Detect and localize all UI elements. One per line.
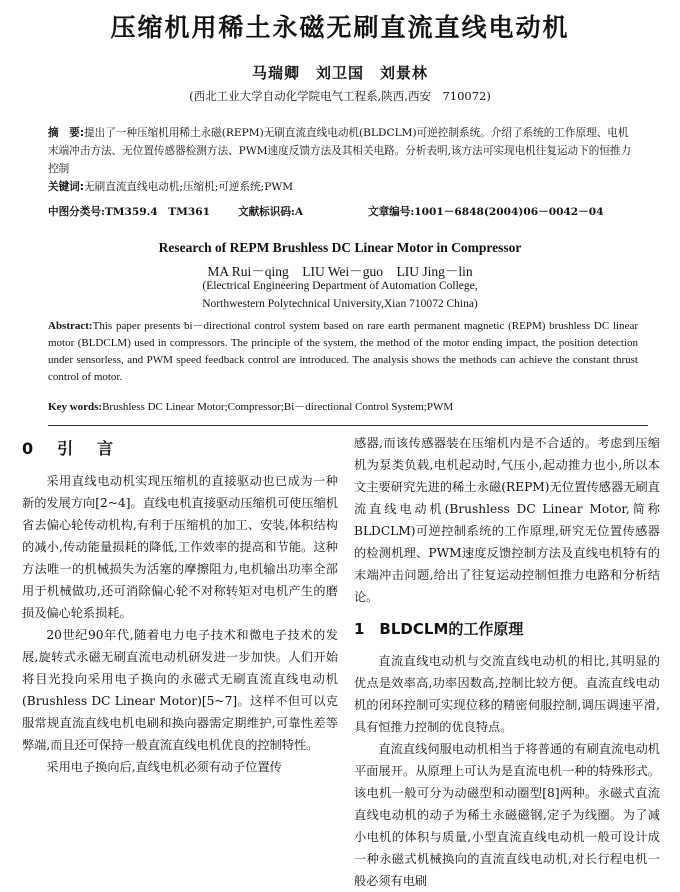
english-title: Research of REPM Brushless DC Linear Motor in Compressor bbox=[158, 240, 522, 255]
affiliation: (西北工业大学自动化学院电气工程系,陕西,西安 710072) bbox=[189, 89, 491, 103]
section-heading-introduction: 0 引 言 bbox=[22, 439, 118, 458]
english-keywords-text: Brushless DC Linear Motor;Compressor;Bi－directional Control System;PWM bbox=[102, 401, 454, 413]
clc-number: 中图分类号:TM359.4 TM361 bbox=[48, 206, 210, 218]
intro-paragraph-2: 20世纪90年代,随着电力电子技术和微电子技术的发展,旋转式永磁无刷直流电动机研发进一步加快。人们开始将目光投向采用电子换向的永磁式无刷直流直线电动机(Brushless DC Linear Motor)[5~7]。这样不但可以克服常规直流直线电机电刷和换向器需定期维护,可靠性差等弊端,而且还可保持一般直流直线电机优良的控制特性。 bbox=[22, 628, 338, 752]
paper-title: 压缩机用稀土永磁无刷直流直线电动机 bbox=[110, 13, 570, 42]
english-keywords-label: Key words: bbox=[48, 401, 103, 413]
english-abstract-label: Abstract: bbox=[48, 320, 93, 332]
section-divider bbox=[48, 425, 648, 426]
english-keywords bbox=[48, 398, 648, 414]
authors: 马瑞卿 刘卫国 刘景林 bbox=[251, 64, 428, 82]
intro-paragraph-3: 采用电子换向后,直线电机必须有动子位置传 bbox=[46, 760, 282, 774]
section-heading-principle: 1 BLDCLM的工作原理 bbox=[354, 620, 524, 638]
english-affiliation-1: (Electrical Engineering Department of Automation College, bbox=[202, 280, 478, 292]
intro-continuation: 感器,而该传感器装在压缩机内是不合适的。考虑到压缩机为泵类负载,电机起动时,气压小,起动推力也小,所以本文主要研究先进的稀土永磁(REPM)无位置传感器无刷直流直线电动机(Brushless DC Linear Motor,简称BLDCLM)可逆控制系统的工作原理,研究无位置传感器的检测机理、PWM速度反馈控制方法及直线电机特有的末端冲击问题,给出了往复运动控制恒推力电路和分析结论。 bbox=[354, 436, 660, 604]
english-affiliation-2: Northwestern Polytechnical University,Xian 710072 China) bbox=[202, 298, 478, 310]
english-abstract bbox=[48, 318, 638, 386]
english-abstract-text: This paper presents bi－directional control system based on rare earth permanent magnetic (REPM) brushless DC linear motor (BLDCLM) used in compressors. The principle of the system, the method of the motor ending impact, the position detection under sensorless, and PWM speed feedback control are introduced. The analysis shows the methods can achieve the constant thrust control of motor. bbox=[48, 320, 638, 383]
intro-paragraph-1: 采用直线电动机实现压缩机的直接驱动也已成为一种新的发展方向[2~4]。直线电机直接驱动压缩机可使压缩机省去偏心轮传动机构,有利于压缩机的加工、安装,体积结构的减小,传动能量损耗的降低,工作效率的提高和节能。这种方法唯一的机械损失为活塞的摩擦阻力,电机输出功率全部用于机械做功,还可消除偏心轮不对称转矩对电机产生的磨损及偏心轮系损耗。 bbox=[22, 474, 338, 620]
right-column bbox=[354, 432, 660, 892]
article-number: 文章编号:1001－6848(2004)06－0042－04 bbox=[368, 206, 604, 218]
keywords-cn-text: 无刷直流直线电动机;压缩机;可逆系统;PWM bbox=[84, 181, 294, 193]
principle-paragraph-1: 直流直线电动机与交流直线电动机的相比,其明显的优点是效率高,功率因数高,控制比较方便。直流直线电动机的闭环控制可实现位移的精密伺服控制,调压调速平滑,具有恒推力控制的优良特点。 bbox=[354, 654, 660, 734]
meta-line bbox=[48, 204, 648, 219]
principle-paragraph-2: 直流直线伺服电动机相当于将普通的有刷直流电动机平面展开。从原理上可认为是直流电机一种的特殊形式。该电机一般可分为动磁型和动圈型[8]两种。永磁式直流直线电动机的动子为稀土永磁磁钢,定子为线圈。为了减小电机的体积与质量,小型直流直线电动机一般可设计成一种永磁式机械换向的直流直线电动机,对长行程电机一般必须有电刷 bbox=[354, 742, 660, 888]
abstract-cn bbox=[48, 124, 636, 196]
keywords-cn-label: 关键词: bbox=[48, 181, 85, 193]
abstract-cn-text: 提出了一种压缩机用稀土永磁(REPM)无刷直流直线电动机(BLDCLM)可逆控制系统。介绍了系统的工作原理、电机末端冲击方法、无位置传感器检测方法、PWM速度反馈方法及其相关电路。分析表明,该方法可实现电机往复运动下的恒推力控制 bbox=[48, 127, 632, 175]
left-column bbox=[22, 438, 338, 778]
abstract-cn-label: 摘 要: bbox=[48, 127, 85, 139]
english-authors: MA Rui－qing LIU Wei－guo LIU Jing－lin bbox=[207, 264, 473, 279]
doc-code: 文献标识码:A bbox=[238, 206, 304, 218]
